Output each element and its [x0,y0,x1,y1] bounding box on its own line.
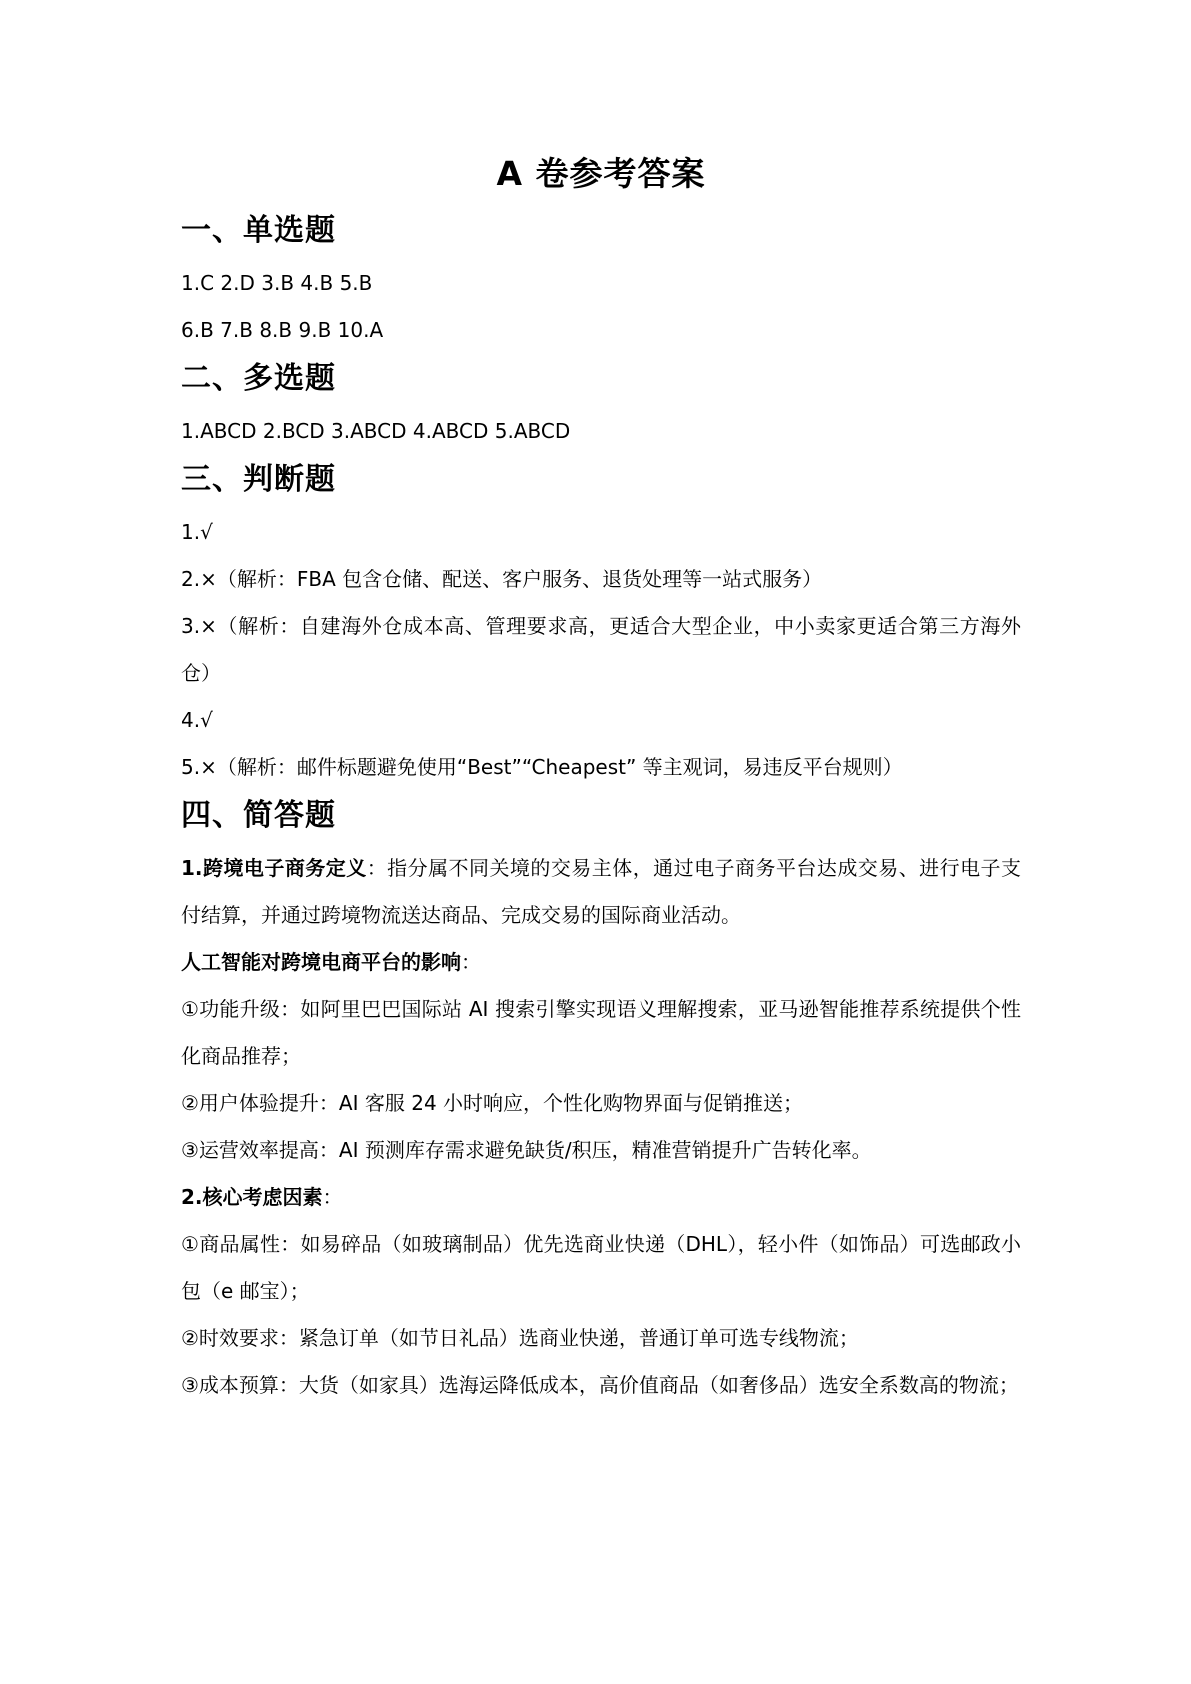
subheading-colon: ： [461,950,481,974]
document-content [181,150,1021,1409]
point-item: ①商品属性：如易碎品（如玻璃制品）优先选商业快递（DHL），轻小件（如饰品）可选邮政小包（e 邮宝）； [181,1232,1021,1303]
section-heading-short-answer: 四、简答题 [181,798,336,833]
judgment-item: 5.×（解析：邮件标题避免使用“Best”“Cheapest” 等主观词，易违反平台规则） [181,755,903,779]
short-answer-2 [181,1174,1021,1221]
subheading-label: 人工智能对跨境电商平台的影响 [181,950,461,974]
judgment-item: 4.√ [181,708,213,732]
subheading-ai-impact [181,939,1021,986]
point-item: ②时效要求：紧急订单（如节日礼品）选商业快递，普通订单可选专线物流； [181,1326,859,1350]
section-heading-multiple-choice: 二、多选题 [181,361,336,396]
judgment-item: 2.×（解析：FBA 包含仓储、配送、客户服务、退货处理等一站式服务） [181,567,823,591]
term-label: 2.核心考虑因素 [181,1185,323,1209]
judgment-item: 3.×（解析：自建海外仓成本高、管理要求高，更适合大型企业，中小卖家更适合第三方海外仓） [181,614,1021,685]
point-item: ②用户体验提升：AI 客服 24 小时响应，个性化购物界面与促销推送； [181,1091,804,1115]
point-item: ①功能升级：如阿里巴巴国际站 AI 搜索引擎实现语义理解搜索，亚马逊智能推荐系统提供个性化商品推荐； [181,997,1021,1068]
point-item: ③运营效率提高：AI 预测库存需求避免缺货/积压，精准营销提升广告转化率。 [181,1138,872,1162]
section-heading-single-choice: 一、单选题 [181,213,336,248]
answer-line: 6.B 7.B 8.B 9.B 10.A [181,318,384,342]
term-colon: ： [322,1185,343,1209]
answer-line: 1.ABCD 2.BCD 3.ABCD 4.ABCD 5.ABCD [181,419,571,443]
answer-line: 1.C 2.D 3.B 4.B 5.B [181,271,373,295]
page-title: A 卷参考答案 [496,154,706,193]
section-heading-true-false: 三、判断题 [181,462,336,497]
point-item: ③成本预算：大货（如家具）选海运降低成本，高价值商品（如奢侈品）选安全系数高的物流； [181,1373,1019,1397]
term-label: 1.跨境电子商务定义 [181,856,367,880]
judgment-item: 1.√ [181,520,213,544]
definition-text: ：指分属不同关境的交易主体，通过电子商务平台达成交易、进行电子支付结算，并通过跨境物流送达商品、完成交易的国际商业活动。 [181,856,1022,927]
short-answer-1 [181,845,1021,939]
